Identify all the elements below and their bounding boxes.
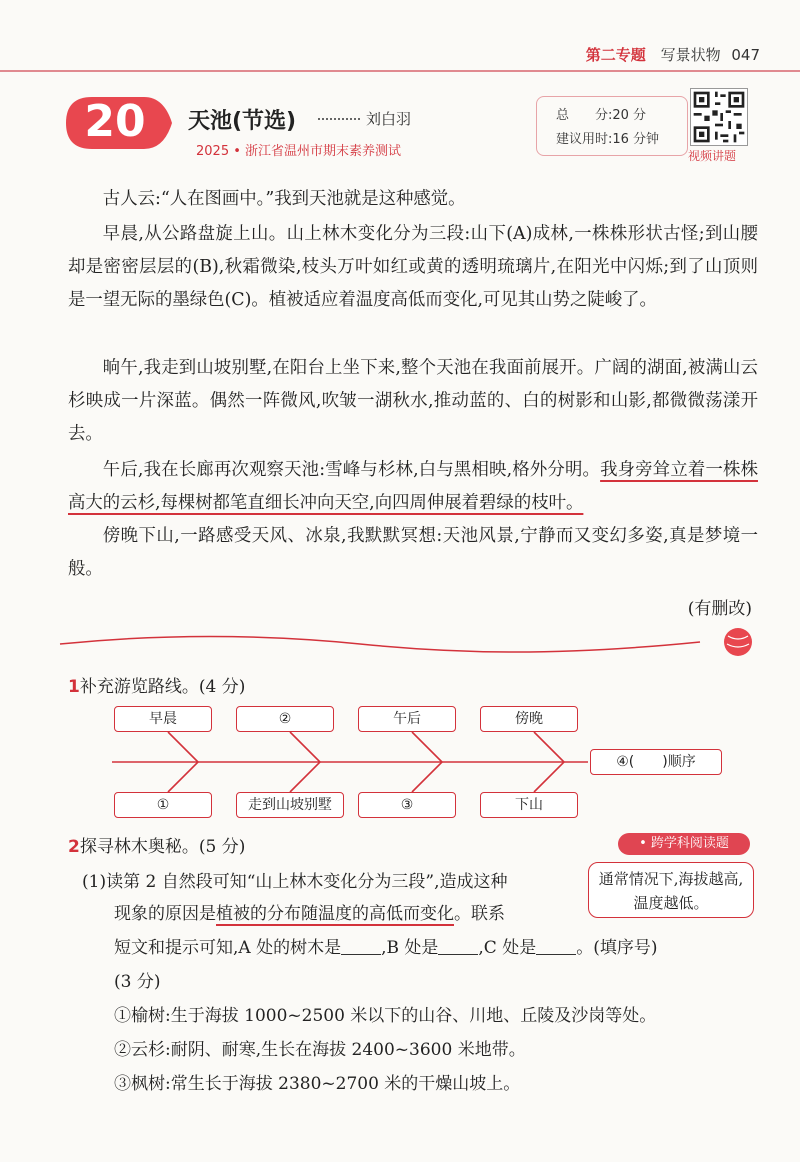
question-2-part1-line3 xyxy=(114,932,658,964)
text-span: 。(填序号) xyxy=(576,938,658,958)
answer-blank-b[interactable] xyxy=(438,937,478,955)
paragraph-text: 午后,我在长廊再次观察天池:雪峰与杉林,白与黑相映,格外分明。 xyxy=(102,460,601,480)
question-number: 1 xyxy=(68,677,80,697)
question-2-part1-score: (3 分) xyxy=(114,972,161,992)
total-score: 总 分:20 分 xyxy=(556,108,647,123)
article-paragraph: 傍晚下山,一路感受天风、冰泉,我默默冥想:天池风景,宁静而又变幻多姿,真是梦境一般。 xyxy=(68,526,758,579)
route-box-top: 早晨 xyxy=(114,706,212,732)
article-paragraph: 晌午,我走到山坡别墅,在阳台上坐下来,整个天池在我面前展开。广阔的湖面,被满山云杉映成一片深蓝。偶然一阵微风,吹皱一湖秋水,推动蓝的、白的树影和山影,都微微荡漾开去。 xyxy=(68,358,758,444)
option-2: ②云杉:耐阴、耐寒,生长在海拔 2400~3600 米地带。 xyxy=(114,1040,526,1060)
revision-note: (有删改) xyxy=(687,599,752,619)
article-paragraph: 早晨,从公路盘旋上山。山上林木变化分为三段:山下(A)成林,一株株形状古怪;到山腰却是密密层层的(B),秋霜微染,枝头万叶如红或黄的透明琉璃片,在阳光中闪烁;到了山顶则是一望无际的墨绿色(C)。植被适应着温度高低而变化,可见其山势之陡峻了。 xyxy=(68,224,758,310)
article-paragraph: 古人云:“人在图画中。”我到天池就是这种感觉。 xyxy=(102,189,466,209)
answer-blank-a[interactable] xyxy=(341,937,381,955)
route-box-top: 傍晚 xyxy=(480,706,578,732)
header-divider xyxy=(0,70,800,72)
text-span: 现象的原因是 xyxy=(114,904,216,924)
title-dotted-leader xyxy=(318,118,360,120)
page-number: 047 xyxy=(731,46,760,64)
route-box-bottom: 下山 xyxy=(480,792,578,818)
source-label: 2025 • 浙江省温州市期末素养测试 xyxy=(196,144,402,159)
cross-subject-tag: • 跨学科阅读题 xyxy=(618,833,750,855)
page-header xyxy=(586,44,760,65)
qr-code-icon[interactable] xyxy=(690,88,748,146)
question-2 xyxy=(68,832,245,857)
question-number: 2 xyxy=(68,837,80,857)
option-1: ①榆树:生于海拔 1000~2500 米以下的山谷、川地、丘陵及沙岗等处。 xyxy=(114,1006,657,1026)
question-1 xyxy=(68,672,245,697)
lesson-title: 天池(节选) xyxy=(188,109,297,134)
wave-divider xyxy=(0,620,800,670)
text-span: 短文和提示可知,A 处的树木是 xyxy=(114,938,342,958)
suggested-time: 建议用时:16 分钟 xyxy=(556,132,660,147)
lesson-number: 20 xyxy=(84,96,146,147)
text-span: 。联系 xyxy=(454,904,505,924)
author-name: 刘白羽 xyxy=(366,110,412,128)
route-order-box: ④( )顺序 xyxy=(590,749,722,775)
underlined-answer: 植被的分布随温度的高低而变化 xyxy=(216,904,454,924)
question-text: 探寻林木奥秘。(5 分) xyxy=(79,837,246,857)
route-box-bottom: ③ xyxy=(358,792,456,818)
option-3: ③枫树:常生长于海拔 2380~2700 米的干燥山坡上。 xyxy=(114,1074,521,1094)
chapter-label: 第二专题 xyxy=(585,46,646,64)
route-box-top: 午后 xyxy=(358,706,456,732)
text-span: ,B 处是 xyxy=(381,938,439,958)
question-2-part1-line1: (1)读第 2 自然段可知“山上林木变化分为三段”,造成这种 xyxy=(82,872,508,892)
route-box-top: ② xyxy=(236,706,334,732)
route-box-bottom: ① xyxy=(114,792,212,818)
section-label: 写景状物 xyxy=(660,46,721,64)
answer-blank-c[interactable] xyxy=(536,937,576,955)
article-paragraph xyxy=(68,454,758,520)
hint-box: 通常情况下,海拔越高,温度越低。 xyxy=(588,862,754,918)
text-span: ,C 处是 xyxy=(478,938,537,958)
underlined-sentence: 我身旁耸立着一株株高大的云杉,每棵树都笔直细长冲向天空,向四周伸展着碧绿的枝叶。 xyxy=(68,460,758,513)
question-text: 补充游览路线。(4 分) xyxy=(79,677,246,697)
question-2-part1-line2 xyxy=(114,898,505,930)
route-box-bottom: 走到山坡别墅 xyxy=(236,792,344,818)
video-explanation-label[interactable]: 视频讲题 xyxy=(688,149,737,163)
